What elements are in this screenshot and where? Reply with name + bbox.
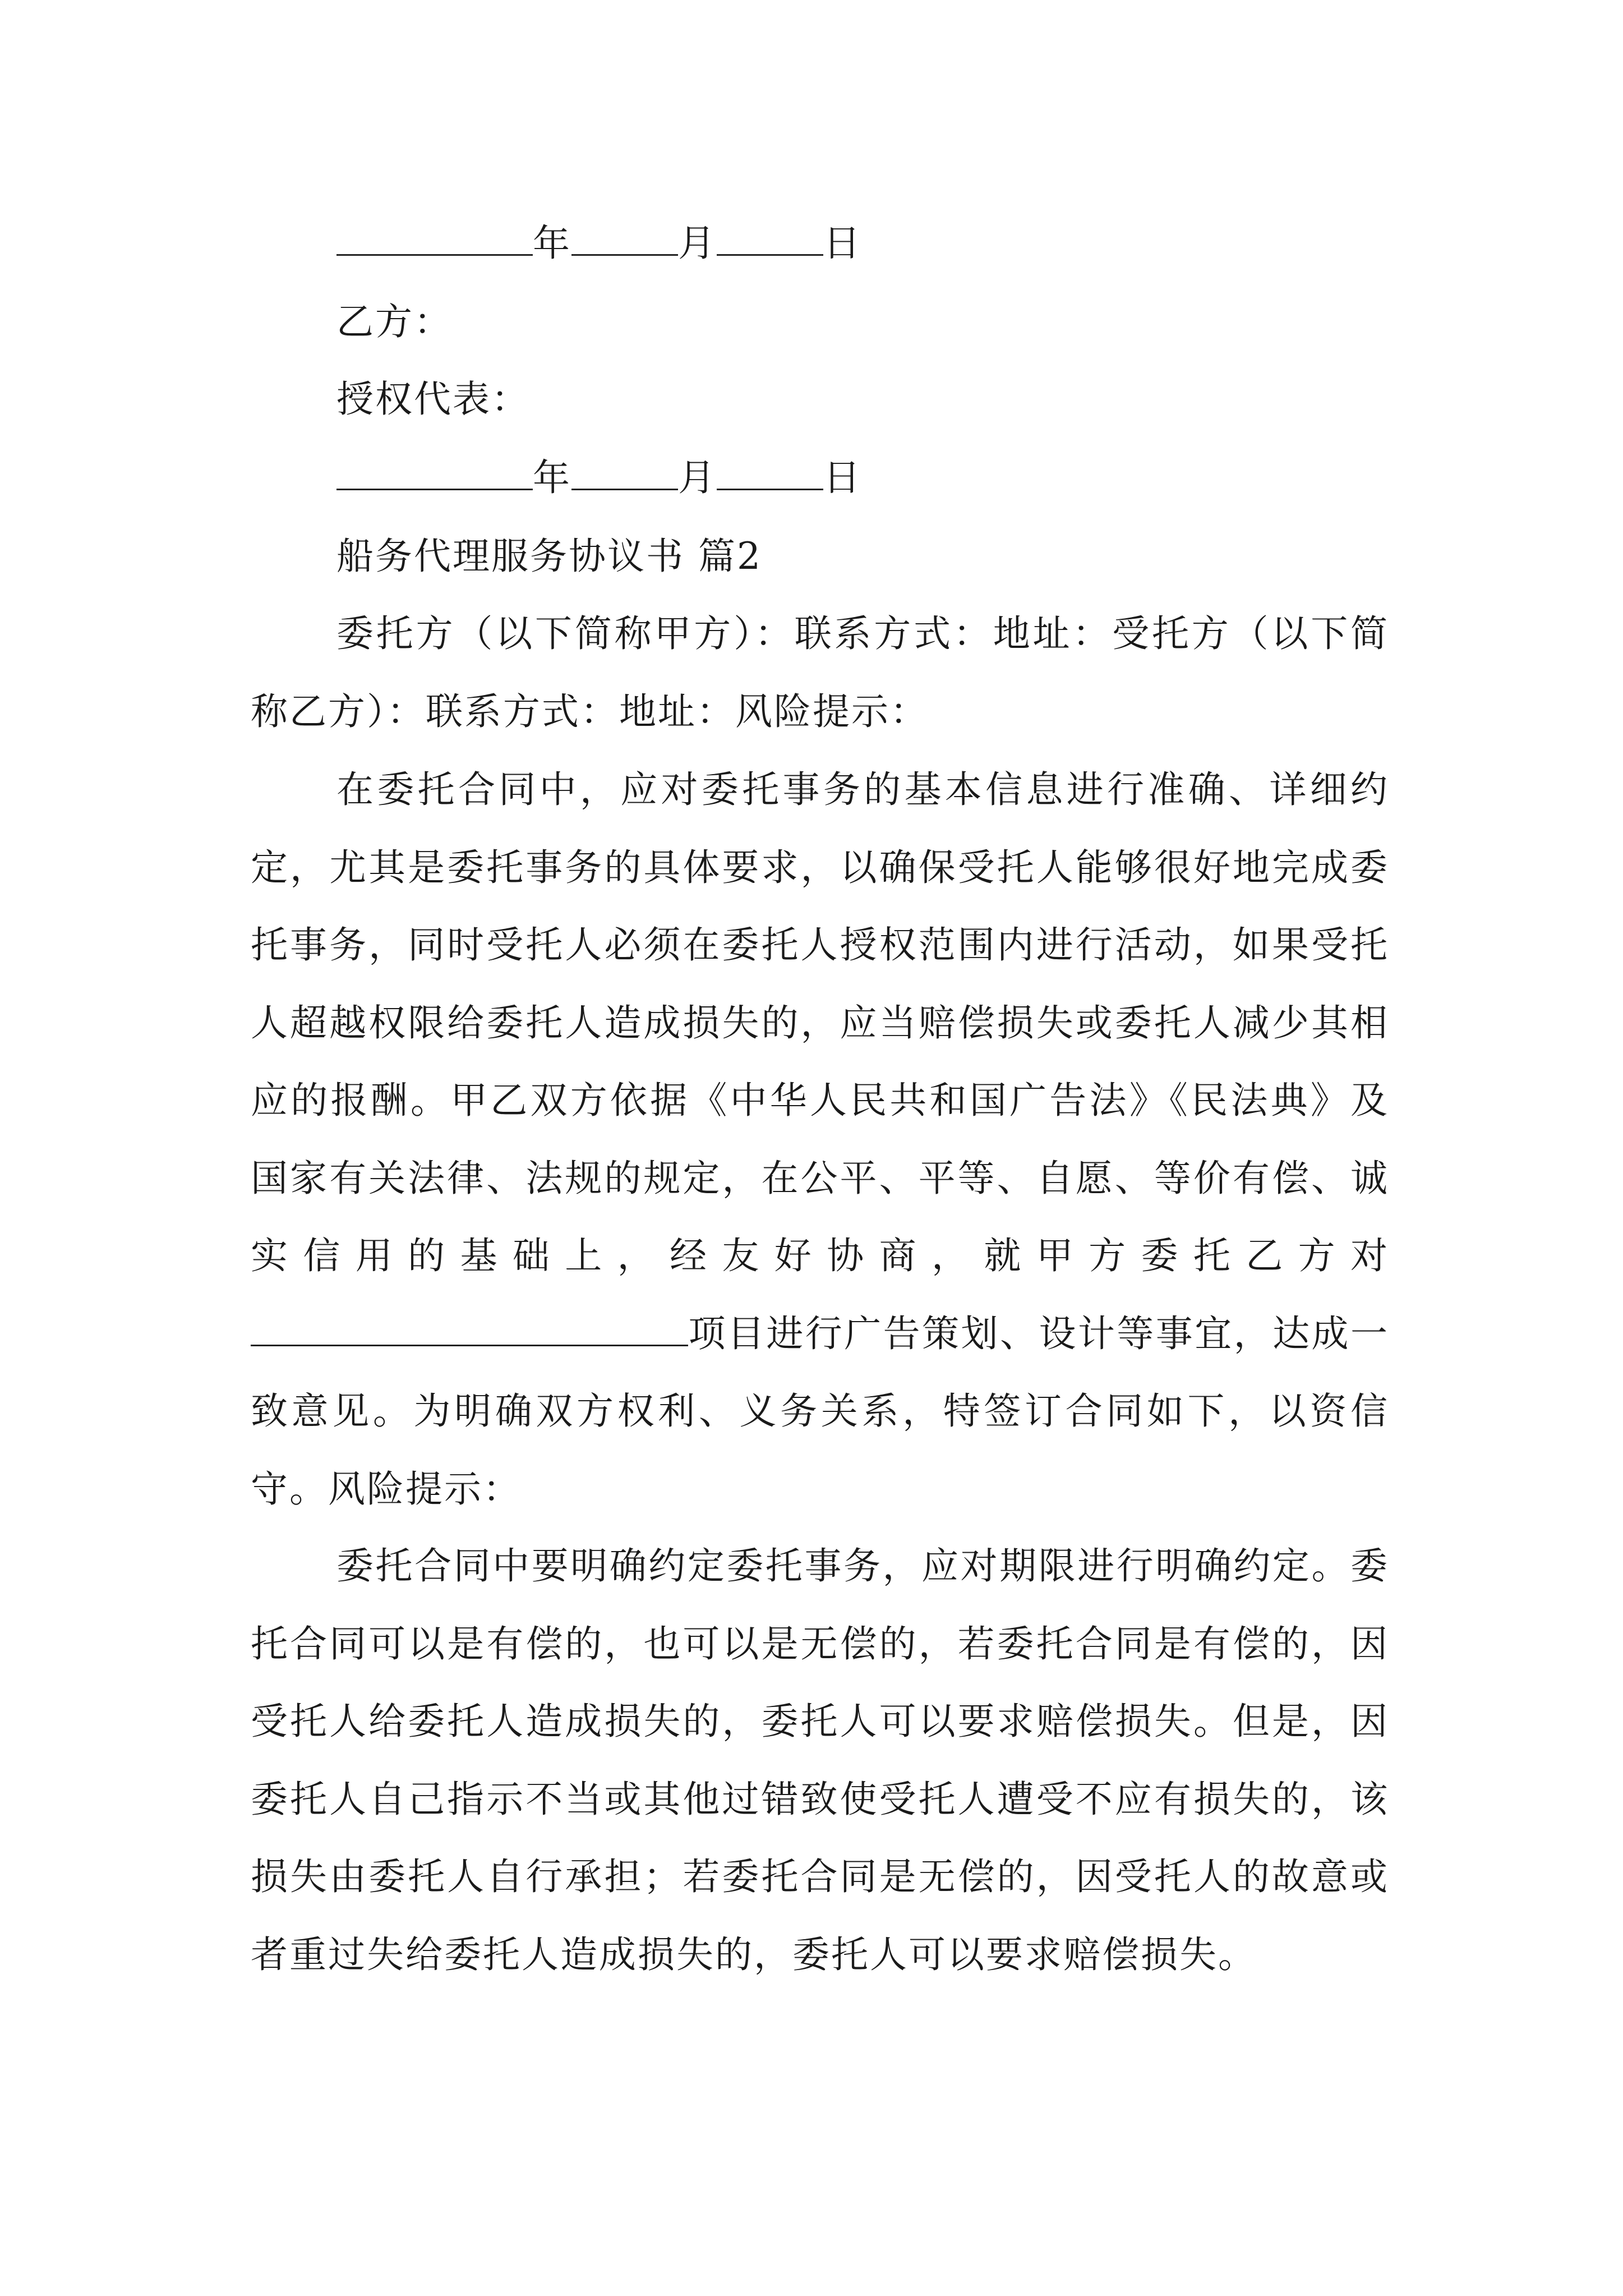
day-label: 日 <box>823 222 862 265</box>
paragraph-parties: 委托方（以下简称甲方）：联系方式：地址：受托方（以下简称乙方）：联系方式：地址：风险提示： <box>251 612 1389 733</box>
month-blank[interactable] <box>571 459 678 490</box>
day-blank[interactable] <box>717 459 823 490</box>
date-line-1 <box>336 205 862 282</box>
year-blank[interactable] <box>336 225 533 256</box>
day-label: 日 <box>823 456 862 499</box>
paragraph-text: 项目进行广告策划、设计等事宜，达成一致意见。为明确双方权利、义务关系，特签订合同如下，以资信守。风险提示： <box>251 1312 1389 1511</box>
project-name-blank[interactable] <box>251 1315 688 1346</box>
section-title: 船务代理服务协议书 篇2 <box>336 535 762 578</box>
year-label: 年 <box>533 456 571 499</box>
paragraph-risk-notice-2: 委托合同中要明确约定委托事务，应对期限进行明确约定。委托合同可以是有偿的，也可以是无偿的，若委托合同是有偿的，因受托人给委托人造成损失的，委托人可以要求赔偿损失。但是，因委托人自己指示不当或其他过错致使受托人遭受不应有损失的，该损失由委托人自行承担；若委托合同是无偿的，因受托人的故意或者重过失给委托人造成损失的，委托人可以要求赔偿损失。 <box>251 1544 1389 1976</box>
month-label: 月 <box>678 222 717 265</box>
year-label: 年 <box>533 222 571 265</box>
paragraph-risk-notice-1 <box>251 751 1389 1528</box>
month-label: 月 <box>678 456 717 499</box>
paragraph-text: 在委托合同中，应对委托事务的基本信息进行准确、详细约定，尤其是委托事务的具体要求，以确保受托人能够很好地完成委托事务，同时受托人必须在委托人授权范围内进行活动，如果受托人超越权限给委托人造成损失的，应当赔偿损失或委托人减少其相应的报酬。甲乙双方依据《中华人民共和国广告法》《民法典》及国家有关法律、法规的规定，在公平、平等、自愿、等价有偿、诚实信用的基础上，经友好协商，就甲方委托乙方对 <box>251 768 1389 1277</box>
day-blank[interactable] <box>717 225 823 256</box>
party-b-label: 乙方： <box>336 300 453 343</box>
authorized-rep-label: 授权代表： <box>336 378 530 421</box>
year-blank[interactable] <box>336 459 533 490</box>
date-line-2 <box>336 439 862 517</box>
month-blank[interactable] <box>571 225 678 256</box>
